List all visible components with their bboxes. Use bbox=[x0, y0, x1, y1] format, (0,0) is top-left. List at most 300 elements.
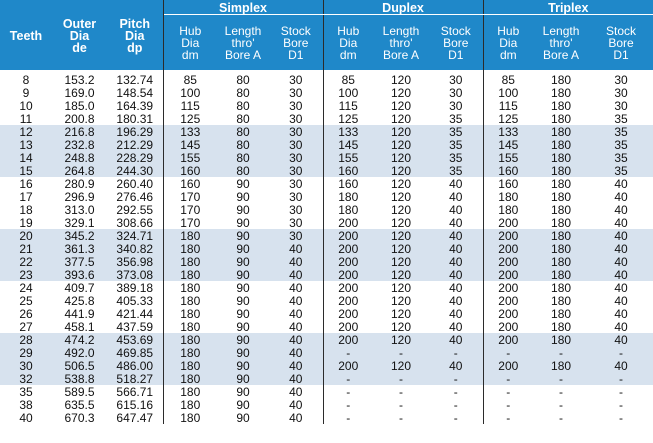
cell-triplex-length: 180 bbox=[551, 72, 572, 87]
cell-teeth: 26 bbox=[19, 306, 33, 321]
cell-simplex-length: 90 bbox=[236, 319, 250, 334]
cell-simplex-length: 80 bbox=[236, 98, 250, 113]
cell-duplex-stock: 35 bbox=[429, 125, 483, 138]
cell-simplex-stock: 40 bbox=[269, 398, 323, 411]
cell-outer-dia: 506.5 bbox=[52, 359, 107, 372]
cell-simplex-length: 80 bbox=[236, 72, 250, 87]
cell-triplex-length: - bbox=[559, 397, 564, 412]
cell-duplex-length: 120 bbox=[390, 293, 412, 308]
cell-triplex-length: - bbox=[533, 372, 589, 385]
cell-simplex-hub: 180 bbox=[163, 359, 217, 372]
cell-duplex-length: 120 bbox=[373, 164, 429, 177]
cell-simplex-hub: 180 bbox=[180, 384, 201, 399]
cell-triplex-length: 180 bbox=[551, 176, 572, 191]
hdr-line: D1 bbox=[288, 47, 304, 62]
cell-simplex-stock: 40 bbox=[269, 346, 323, 359]
cell-duplex-hub: 200 bbox=[323, 242, 373, 255]
cell-simplex-length: 90 bbox=[236, 189, 250, 204]
cell-simplex-hub: 145 bbox=[163, 138, 217, 151]
cell-simplex-length: 90 bbox=[217, 242, 269, 255]
cell-triplex-stock: - bbox=[619, 384, 624, 399]
cell-teeth: 17 bbox=[19, 189, 33, 204]
cell-triplex-hub: 180 bbox=[498, 189, 519, 204]
table-row bbox=[0, 229, 653, 242]
cell-duplex-length: 120 bbox=[390, 72, 412, 87]
table-row bbox=[0, 86, 653, 99]
cell-duplex-stock: - bbox=[429, 346, 483, 359]
cell-triplex-hub: 160 bbox=[498, 176, 519, 191]
cell-triplex-hub: 200 bbox=[498, 319, 519, 334]
cell-duplex-hub: 145 bbox=[323, 138, 373, 151]
cell-outer-dia: 441.9 bbox=[64, 306, 95, 321]
table-row bbox=[0, 333, 653, 346]
cell-simplex-hub: 180 bbox=[163, 229, 217, 242]
cell-teeth: 11 bbox=[19, 111, 33, 126]
header-triplex-stock bbox=[589, 15, 653, 71]
cell-pitch-dia: 340.82 bbox=[107, 242, 163, 255]
cell-triplex-hub: 200 bbox=[483, 255, 533, 268]
cell-duplex-stock: 40 bbox=[429, 320, 483, 333]
header-triplex-hub bbox=[483, 15, 533, 71]
cell-duplex-stock: 30 bbox=[429, 86, 483, 99]
cell-triplex-length: 180 bbox=[551, 306, 572, 321]
header-duplex-hub bbox=[323, 15, 373, 71]
cell-pitch-dia: 196.29 bbox=[107, 125, 163, 138]
cell-triplex-length: - bbox=[559, 410, 564, 425]
cell-pitch-dia: 518.27 bbox=[107, 372, 163, 385]
cell-duplex-stock: 40 bbox=[429, 203, 483, 216]
cell-pitch-dia: 486.00 bbox=[107, 359, 163, 372]
cell-duplex-hub: 160 bbox=[323, 164, 373, 177]
cell-simplex-stock: 40 bbox=[269, 294, 323, 307]
cell-simplex-hub: 180 bbox=[163, 346, 217, 359]
cell-pitch-dia: 324.71 bbox=[107, 229, 163, 242]
cell-duplex-length: - bbox=[373, 372, 429, 385]
header-simplex-stock bbox=[269, 15, 323, 71]
table-row bbox=[0, 398, 653, 411]
hdr-line: D1 bbox=[613, 47, 629, 62]
cell-pitch-dia: 615.16 bbox=[107, 398, 163, 411]
cell-simplex-length: 90 bbox=[236, 176, 250, 191]
cell-duplex-stock: 40 bbox=[429, 281, 483, 294]
cell-triplex-length: - bbox=[559, 384, 564, 399]
table-row bbox=[0, 372, 653, 385]
table-row bbox=[0, 151, 653, 164]
header-pitch-line1: Pitch bbox=[119, 16, 151, 31]
cell-simplex-hub: 180 bbox=[163, 255, 217, 268]
table-row bbox=[0, 177, 653, 190]
cell-duplex-stock: 40 bbox=[429, 177, 483, 190]
cell-simplex-hub: 170 bbox=[180, 215, 201, 230]
cell-triplex-stock: 40 bbox=[589, 359, 653, 372]
cell-outer-dia: 492.0 bbox=[52, 346, 107, 359]
cell-teeth: 10 bbox=[19, 98, 33, 113]
cell-triplex-hub: 200 bbox=[483, 242, 533, 255]
cell-triplex-stock: - bbox=[589, 372, 653, 385]
cell-simplex-stock: 30 bbox=[269, 70, 323, 86]
header-triplex-length bbox=[533, 15, 589, 71]
cell-simplex-hub: 170 bbox=[180, 189, 201, 204]
cell-pitch-dia: 421.44 bbox=[107, 307, 163, 320]
hdr-line: dm bbox=[181, 47, 199, 62]
cell-teeth: 38 bbox=[19, 397, 33, 412]
cell-triplex-stock: - bbox=[589, 346, 653, 359]
cell-teeth: 35 bbox=[19, 384, 33, 399]
cell-outer-dia: 296.9 bbox=[64, 189, 95, 204]
header-outer-line2: Dia bbox=[69, 28, 90, 43]
cell-simplex-stock: 40 bbox=[269, 411, 323, 424]
cell-duplex-stock: 40 bbox=[429, 268, 483, 281]
cell-triplex-stock: 35 bbox=[589, 164, 653, 177]
cell-triplex-stock: - bbox=[619, 397, 624, 412]
cell-duplex-hub: 200 bbox=[323, 229, 373, 242]
cell-duplex-length: 120 bbox=[373, 125, 429, 138]
cell-triplex-hub: 155 bbox=[483, 151, 533, 164]
cell-simplex-stock: 30 bbox=[269, 216, 323, 229]
cell-teeth: 15 bbox=[0, 164, 52, 177]
cell-simplex-hub: 160 bbox=[163, 164, 217, 177]
cell-duplex-hub: 200 bbox=[338, 319, 359, 334]
hdr-line: Bore bbox=[283, 35, 309, 50]
cell-duplex-hub: - bbox=[346, 384, 351, 399]
cell-duplex-length: 120 bbox=[390, 111, 412, 126]
cell-duplex-hub: 125 bbox=[338, 111, 359, 126]
hdr-line: Bore bbox=[608, 35, 634, 50]
cell-pitch-dia: 453.69 bbox=[107, 333, 163, 346]
cell-triplex-hub: 85 bbox=[501, 72, 515, 87]
cell-pitch-dia: 647.47 bbox=[107, 411, 163, 424]
cell-triplex-stock: 40 bbox=[614, 202, 628, 217]
cell-simplex-hub: 180 bbox=[163, 372, 217, 385]
cell-outer-dia: 232.8 bbox=[52, 138, 107, 151]
cell-simplex-length: 80 bbox=[236, 111, 250, 126]
cell-outer-dia: 264.8 bbox=[52, 164, 107, 177]
cell-triplex-hub: 200 bbox=[498, 293, 519, 308]
table-row bbox=[0, 242, 653, 255]
hdr-line: thro' bbox=[549, 35, 573, 50]
cell-simplex-length: 80 bbox=[236, 85, 250, 100]
cell-teeth: 19 bbox=[19, 215, 33, 230]
cell-triplex-hub: 133 bbox=[483, 125, 533, 138]
cell-pitch-dia: 180.31 bbox=[107, 112, 163, 125]
cell-triplex-hub: 200 bbox=[483, 333, 533, 346]
cell-duplex-length: 120 bbox=[390, 85, 412, 100]
cell-triplex-length: 180 bbox=[533, 268, 589, 281]
cell-outer-dia: 538.8 bbox=[52, 372, 107, 385]
cell-teeth: 23 bbox=[0, 268, 52, 281]
cell-simplex-hub: 180 bbox=[180, 397, 201, 412]
cell-simplex-stock: 30 bbox=[269, 125, 323, 138]
table-row bbox=[0, 99, 653, 112]
group-header-triplex: Triplex bbox=[483, 0, 653, 15]
cell-triplex-length: 180 bbox=[551, 189, 572, 204]
cell-duplex-stock: - bbox=[429, 385, 483, 398]
cell-triplex-stock: 40 bbox=[589, 255, 653, 268]
cell-simplex-stock: 40 bbox=[269, 385, 323, 398]
cell-simplex-stock: 40 bbox=[269, 333, 323, 346]
cell-pitch-dia: 389.18 bbox=[107, 281, 163, 294]
cell-duplex-stock: - bbox=[429, 398, 483, 411]
cell-triplex-length: 180 bbox=[551, 111, 572, 126]
cell-simplex-stock: 30 bbox=[269, 138, 323, 151]
hdr-line: Dia bbox=[181, 35, 200, 50]
cell-pitch-dia: 405.33 bbox=[107, 294, 163, 307]
cell-duplex-length: 120 bbox=[390, 215, 412, 230]
cell-pitch-dia: 308.66 bbox=[107, 216, 163, 229]
cell-teeth: 21 bbox=[0, 242, 52, 255]
cell-outer-dia: 377.5 bbox=[52, 255, 107, 268]
cell-simplex-length: 90 bbox=[236, 293, 250, 308]
cell-duplex-length: 120 bbox=[373, 151, 429, 164]
table-row bbox=[0, 268, 653, 281]
cell-simplex-stock: 30 bbox=[269, 190, 323, 203]
cell-outer-dia: 589.5 bbox=[64, 384, 95, 399]
cell-simplex-hub: 180 bbox=[163, 242, 217, 255]
cell-simplex-stock: 30 bbox=[269, 151, 323, 164]
cell-simplex-hub: 133 bbox=[163, 125, 217, 138]
cell-pitch-dia: 292.55 bbox=[107, 203, 163, 216]
cell-triplex-stock: 30 bbox=[614, 72, 628, 87]
cell-duplex-length: 120 bbox=[390, 98, 412, 113]
cell-duplex-hub: 200 bbox=[338, 293, 359, 308]
header-pitch-dia bbox=[107, 0, 163, 70]
cell-duplex-length: 120 bbox=[390, 319, 412, 334]
hdr-line: thro' bbox=[231, 35, 255, 50]
cell-simplex-hub: 160 bbox=[180, 176, 201, 191]
header-duplex-length bbox=[373, 15, 429, 71]
group-header-duplex: Duplex bbox=[323, 0, 483, 15]
cell-duplex-stock: 40 bbox=[429, 216, 483, 229]
cell-simplex-length: 90 bbox=[236, 306, 250, 321]
cell-duplex-length: 120 bbox=[373, 359, 429, 372]
table-row bbox=[0, 70, 653, 86]
cell-duplex-stock: 30 bbox=[429, 99, 483, 112]
cell-triplex-hub: 200 bbox=[498, 280, 519, 295]
cell-outer-dia: 216.8 bbox=[52, 125, 107, 138]
cell-duplex-stock: 40 bbox=[429, 229, 483, 242]
cell-pitch-dia: 469.85 bbox=[107, 346, 163, 359]
cell-triplex-stock: 40 bbox=[614, 293, 628, 308]
table-row bbox=[0, 411, 653, 424]
cell-simplex-length: 90 bbox=[236, 384, 250, 399]
cell-simplex-length: 80 bbox=[217, 125, 269, 138]
cell-duplex-hub: 200 bbox=[338, 215, 359, 230]
header-simplex-length bbox=[217, 15, 269, 71]
cell-triplex-hub: 125 bbox=[498, 111, 519, 126]
cell-duplex-stock: 35 bbox=[429, 151, 483, 164]
hdr-line: Dia bbox=[339, 35, 358, 50]
cell-pitch-dia: 356.98 bbox=[107, 255, 163, 268]
cell-outer-dia: 635.5 bbox=[64, 397, 95, 412]
cell-duplex-stock: 40 bbox=[429, 307, 483, 320]
cell-teeth: 40 bbox=[19, 410, 33, 425]
cell-simplex-length: 90 bbox=[217, 229, 269, 242]
cell-simplex-length: 90 bbox=[236, 397, 250, 412]
cell-triplex-length: 180 bbox=[533, 242, 589, 255]
cell-triplex-length: 180 bbox=[533, 229, 589, 242]
cell-triplex-hub: 100 bbox=[498, 85, 519, 100]
cell-simplex-stock: 30 bbox=[269, 177, 323, 190]
cell-teeth: 29 bbox=[0, 346, 52, 359]
hdr-line: Stock bbox=[280, 23, 311, 38]
hdr-line: Hub bbox=[179, 23, 202, 38]
cell-duplex-length: 120 bbox=[373, 255, 429, 268]
cell-simplex-length: 90 bbox=[236, 202, 250, 217]
cell-outer-dia: 280.9 bbox=[64, 176, 95, 191]
cell-triplex-stock: 30 bbox=[614, 85, 628, 100]
cell-outer-dia: 345.2 bbox=[52, 229, 107, 242]
cell-simplex-hub: 180 bbox=[180, 319, 201, 334]
hdr-line: Stock bbox=[606, 23, 637, 38]
cell-triplex-length: 180 bbox=[533, 333, 589, 346]
table-row bbox=[0, 385, 653, 398]
cell-outer-dia: 474.2 bbox=[52, 333, 107, 346]
header-teeth: Teeth bbox=[0, 0, 52, 70]
cell-duplex-hub: 200 bbox=[338, 280, 359, 295]
cell-simplex-stock: 30 bbox=[269, 164, 323, 177]
table-body bbox=[0, 70, 653, 424]
cell-teeth: 28 bbox=[0, 333, 52, 346]
cell-duplex-hub: 200 bbox=[323, 359, 373, 372]
cell-duplex-hub: 155 bbox=[323, 151, 373, 164]
cell-triplex-stock: - bbox=[619, 410, 624, 425]
cell-duplex-hub: - bbox=[323, 346, 373, 359]
cell-triplex-hub: - bbox=[506, 410, 511, 425]
cell-triplex-length: 180 bbox=[533, 255, 589, 268]
cell-triplex-stock: 40 bbox=[614, 306, 628, 321]
table-row bbox=[0, 203, 653, 216]
cell-duplex-length: - bbox=[373, 346, 429, 359]
cell-outer-dia: 425.8 bbox=[64, 293, 95, 308]
cell-simplex-stock: 30 bbox=[269, 86, 323, 99]
cell-simplex-stock: 40 bbox=[269, 359, 323, 372]
cell-simplex-length: 90 bbox=[236, 410, 250, 425]
cell-triplex-stock: 35 bbox=[589, 125, 653, 138]
cell-triplex-stock: 30 bbox=[614, 98, 628, 113]
cell-triplex-length: 180 bbox=[551, 85, 572, 100]
header-outer-line1: Outer bbox=[62, 16, 97, 31]
cell-pitch-dia: 148.54 bbox=[107, 86, 163, 99]
cell-triplex-length: 180 bbox=[551, 280, 572, 295]
cell-triplex-length: 180 bbox=[533, 164, 589, 177]
cell-teeth: 16 bbox=[19, 176, 33, 191]
cell-duplex-length: 120 bbox=[373, 138, 429, 151]
cell-outer-dia: 670.3 bbox=[64, 410, 95, 425]
cell-triplex-length: 180 bbox=[551, 215, 572, 230]
cell-simplex-stock: 40 bbox=[269, 307, 323, 320]
cell-outer-dia: 248.8 bbox=[52, 151, 107, 164]
table-row bbox=[0, 307, 653, 320]
cell-simplex-length: 80 bbox=[217, 138, 269, 151]
cell-triplex-hub: 160 bbox=[483, 164, 533, 177]
cell-simplex-hub: 180 bbox=[163, 333, 217, 346]
cell-duplex-length: 120 bbox=[390, 176, 412, 191]
cell-triplex-length: - bbox=[533, 346, 589, 359]
cell-teeth: 24 bbox=[19, 280, 33, 295]
cell-duplex-stock: 40 bbox=[429, 359, 483, 372]
cell-simplex-length: 90 bbox=[217, 346, 269, 359]
cell-simplex-stock: 40 bbox=[269, 255, 323, 268]
cell-duplex-length: 120 bbox=[373, 333, 429, 346]
cell-duplex-stock: 30 bbox=[429, 70, 483, 86]
cell-triplex-stock: 40 bbox=[589, 242, 653, 255]
header-outer-line3: de bbox=[72, 40, 87, 55]
cell-triplex-stock: 35 bbox=[589, 151, 653, 164]
cell-pitch-dia: 132.74 bbox=[107, 70, 163, 86]
cell-teeth: 14 bbox=[0, 151, 52, 164]
cell-duplex-length: 120 bbox=[390, 202, 412, 217]
hdr-line: thro' bbox=[389, 35, 413, 50]
cell-duplex-hub: 180 bbox=[338, 189, 359, 204]
cell-simplex-stock: 40 bbox=[269, 268, 323, 281]
hdr-line: Stock bbox=[440, 23, 471, 38]
cell-triplex-stock: 40 bbox=[614, 176, 628, 191]
cell-simplex-stock: 30 bbox=[269, 203, 323, 216]
cell-duplex-stock: 35 bbox=[429, 112, 483, 125]
cell-triplex-length: 180 bbox=[533, 125, 589, 138]
cell-simplex-stock: 30 bbox=[269, 112, 323, 125]
header-duplex-stock bbox=[429, 15, 483, 71]
cell-simplex-stock: 30 bbox=[269, 229, 323, 242]
cell-duplex-hub: 200 bbox=[323, 255, 373, 268]
hdr-line: Length bbox=[542, 23, 580, 38]
cell-duplex-stock: 40 bbox=[429, 333, 483, 346]
header-simplex-hub bbox=[163, 15, 217, 71]
cell-pitch-dia: 437.59 bbox=[107, 320, 163, 333]
table-row bbox=[0, 281, 653, 294]
group-header-simplex: Simplex bbox=[163, 0, 323, 15]
cell-triplex-stock: 40 bbox=[614, 189, 628, 204]
cell-triplex-hub: 115 bbox=[498, 98, 518, 113]
cell-triplex-hub: 200 bbox=[483, 359, 533, 372]
cell-outer-dia: 169.0 bbox=[64, 85, 95, 100]
cell-pitch-dia: 228.29 bbox=[107, 151, 163, 164]
cell-duplex-hub: 200 bbox=[323, 333, 373, 346]
cell-triplex-length: 180 bbox=[533, 138, 589, 151]
cell-simplex-length: 90 bbox=[217, 333, 269, 346]
cell-duplex-length: 120 bbox=[373, 229, 429, 242]
cell-teeth: 30 bbox=[0, 359, 52, 372]
cell-simplex-length: 90 bbox=[236, 280, 250, 295]
cell-triplex-stock: 40 bbox=[589, 268, 653, 281]
cell-teeth: 32 bbox=[0, 372, 52, 385]
cell-outer-dia: 393.6 bbox=[52, 268, 107, 281]
cell-duplex-hub: 160 bbox=[338, 176, 359, 191]
cell-simplex-hub: 125 bbox=[180, 111, 201, 126]
hdr-line: Bore bbox=[443, 35, 469, 50]
cell-outer-dia: 185.0 bbox=[64, 98, 95, 113]
cell-triplex-hub: 180 bbox=[498, 202, 519, 217]
cell-triplex-hub: 200 bbox=[498, 215, 519, 230]
cell-triplex-hub: 200 bbox=[483, 229, 533, 242]
hdr-line: Dia bbox=[499, 35, 518, 50]
cell-duplex-hub: 133 bbox=[323, 125, 373, 138]
cell-simplex-hub: 170 bbox=[180, 202, 201, 217]
cell-duplex-length: 120 bbox=[390, 306, 412, 321]
cell-duplex-hub: 85 bbox=[341, 72, 355, 87]
cell-duplex-stock: 35 bbox=[429, 164, 483, 177]
hdr-line: Bore A bbox=[224, 47, 262, 62]
cell-simplex-stock: 40 bbox=[269, 320, 323, 333]
table-row bbox=[0, 359, 653, 372]
cell-duplex-stock: 40 bbox=[429, 242, 483, 255]
cell-duplex-hub: 100 bbox=[338, 85, 359, 100]
cell-teeth: 25 bbox=[19, 293, 33, 308]
hdr-line: Length bbox=[224, 23, 262, 38]
cell-teeth: 27 bbox=[19, 319, 33, 334]
table-row bbox=[0, 112, 653, 125]
cell-duplex-stock: - bbox=[429, 411, 483, 424]
